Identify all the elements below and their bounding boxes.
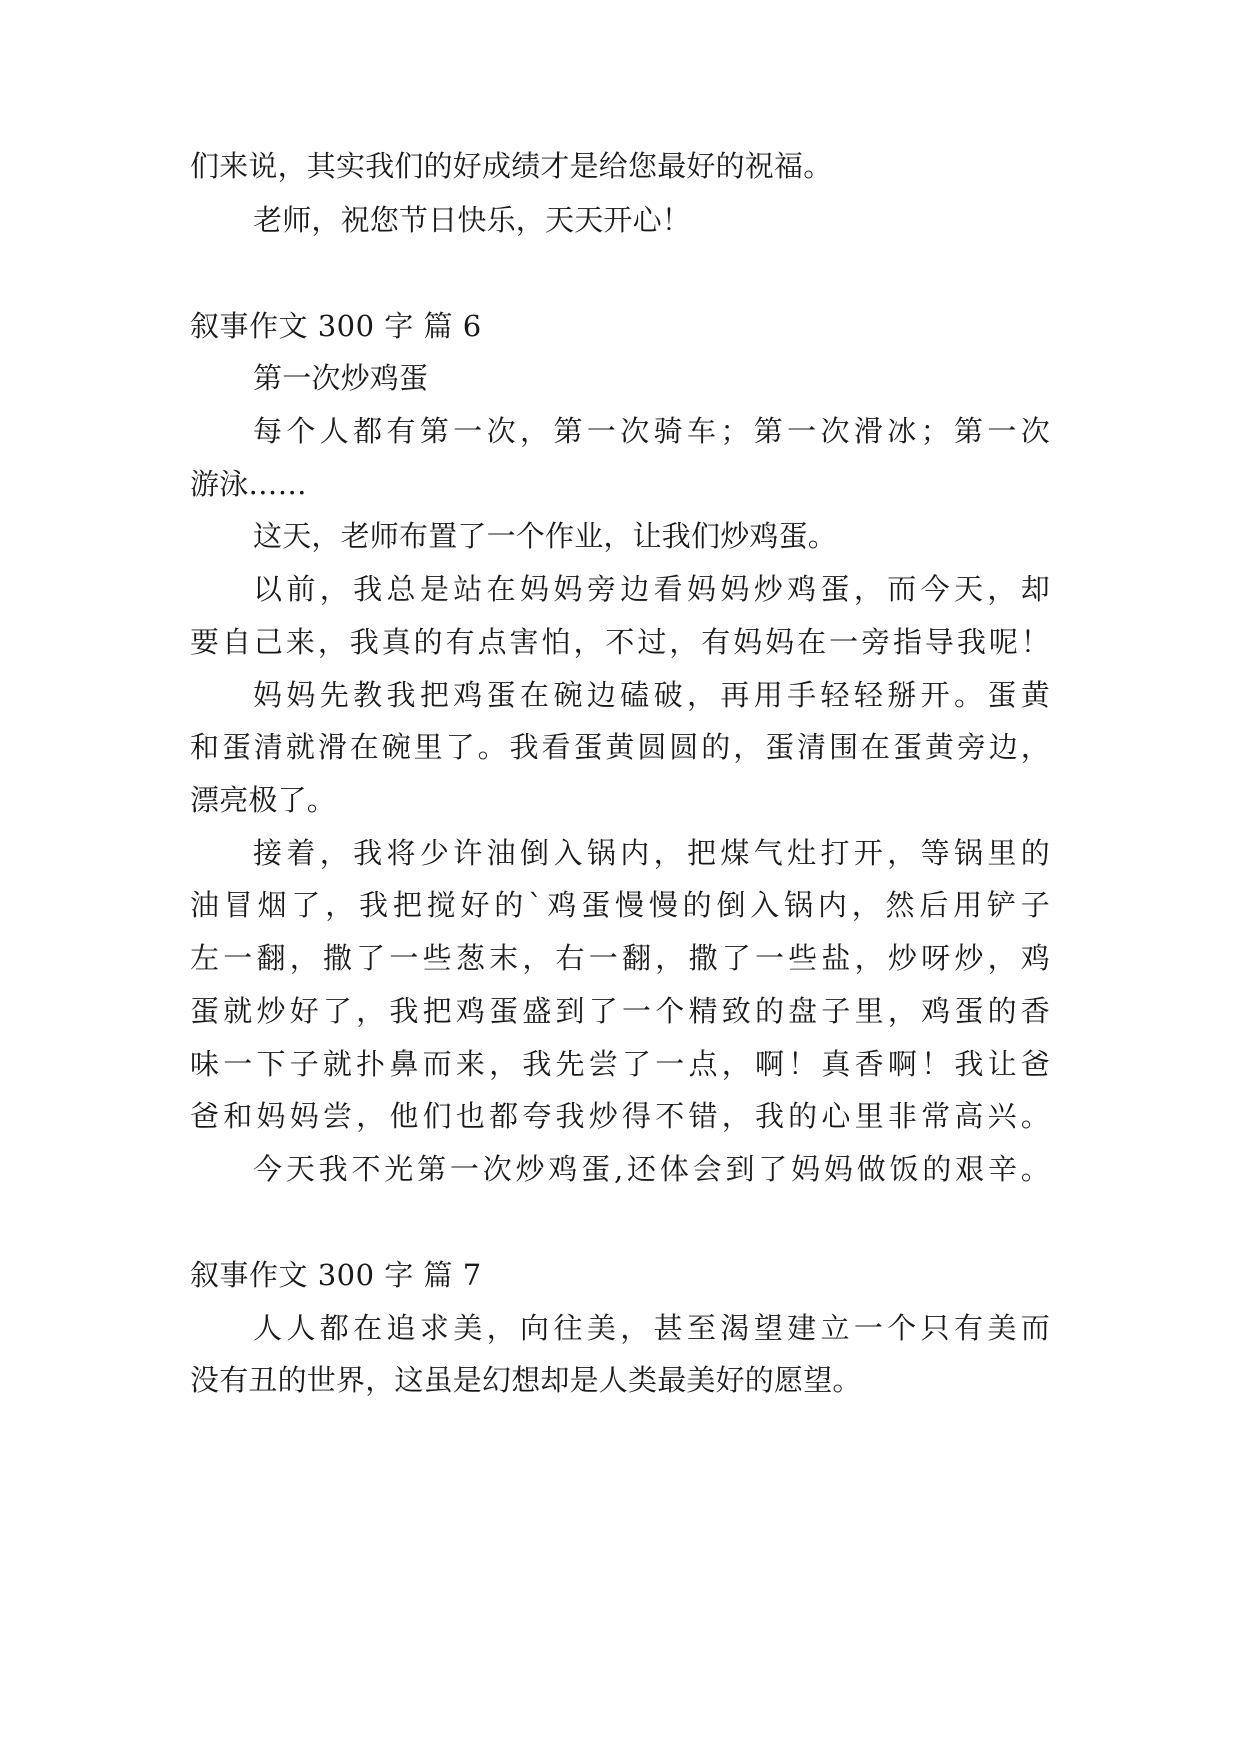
paragraph-line: 每个人都有第一次，第一次骑车；第一次滑冰；第一次: [253, 414, 1050, 448]
paragraph-line: 老师，祝您节日快乐，天天开心！: [253, 203, 692, 237]
section-heading: 叙事作文 300 字 篇 6: [190, 309, 482, 343]
paragraph-line: 以前，我总是站在妈妈旁边看妈妈炒鸡蛋，而今天，却: [253, 572, 1050, 606]
paragraph-line: 这天，老师布置了一个作业，让我们炒鸡蛋。: [253, 519, 838, 553]
paragraph-line: 们来说，其实我们的好成绩才是给您最好的祝福。: [190, 149, 833, 183]
paragraph-line: 油冒烟了，我把搅好的`鸡蛋慢慢的倒入锅内，然后用铲子: [190, 888, 1050, 922]
paragraph-line: 接着，我将少许油倒入锅内，把煤气灶打开，等锅里的: [253, 836, 1050, 870]
section-heading: 叙事作文 300 字 篇 7: [190, 1258, 482, 1292]
paragraph-line: 左一翻，撒了一些葱末，右一翻，撒了一些盐，炒呀炒，鸡: [190, 941, 1050, 975]
paragraph-line: 漂亮极了。: [190, 783, 337, 817]
paragraph-line: 人人都在追求美，向往美，甚至渴望建立一个只有美而: [253, 1311, 1050, 1345]
paragraph-line: 要自己来，我真的有点害怕，不过，有妈妈在一旁指导我呢！: [190, 625, 1050, 659]
paragraph-line: 味一下子就扑鼻而来，我先尝了一点，啊！真香啊！我让爸: [190, 1047, 1050, 1081]
essay-title: 第一次炒鸡蛋: [253, 361, 429, 395]
paragraph-line: 妈妈先教我把鸡蛋在碗边磕破，再用手轻轻掰开。蛋黄: [253, 678, 1050, 712]
paragraph-line: 今天我不光第一次炒鸡蛋,还体会到了妈妈做饭的艰辛。: [253, 1152, 1050, 1186]
paragraph-line: 和蛋清就滑在碗里了。我看蛋黄圆圆的，蛋清围在蛋黄旁边，: [190, 730, 1050, 764]
paragraph-line: 蛋就炒好了，我把鸡蛋盛到了一个精致的盘子里，鸡蛋的香: [190, 994, 1050, 1028]
paragraph-line: 游泳……: [190, 467, 307, 501]
paragraph-line: 没有丑的世界，这虽是幻想却是人类最美好的愿望。: [190, 1363, 862, 1397]
paragraph-line: 爸和妈妈尝，他们也都夸我炒得不错，我的心里非常高兴。: [190, 1099, 1050, 1133]
